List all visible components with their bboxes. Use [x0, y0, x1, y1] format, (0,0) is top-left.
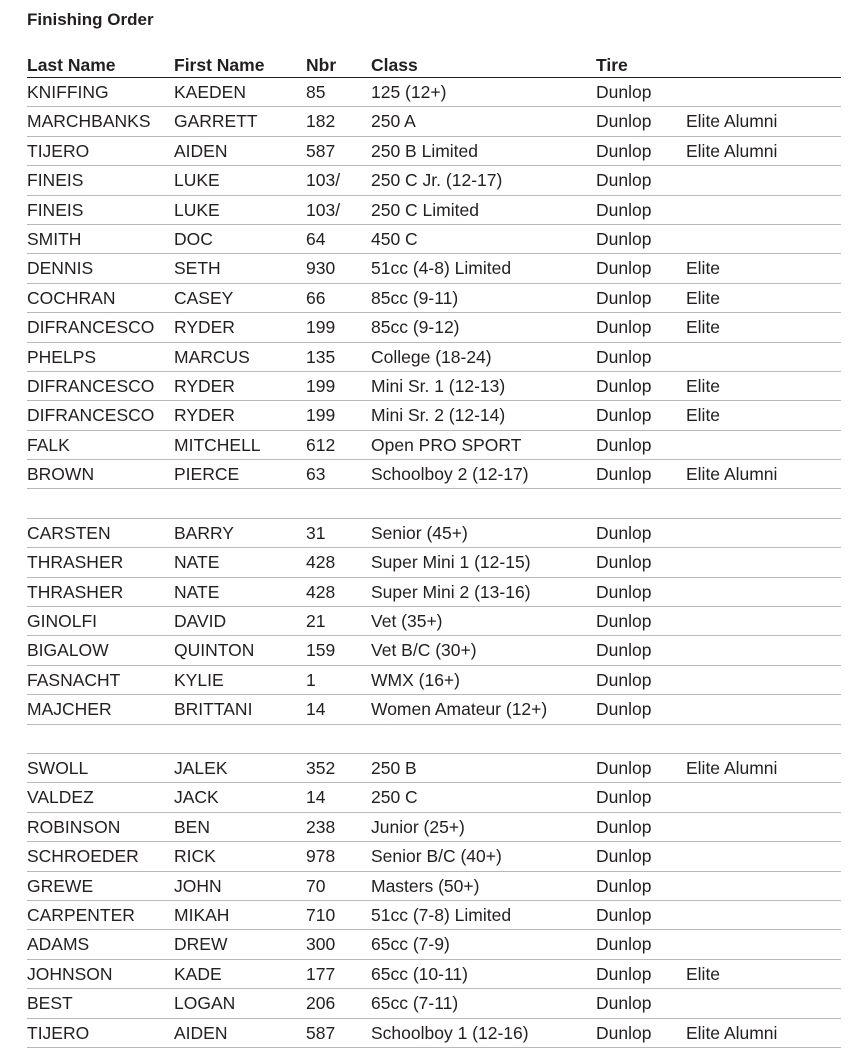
cell-number: 103/ — [306, 170, 341, 191]
cell-first-name: DAVID — [174, 611, 227, 632]
cell-first-name: RYDER — [174, 375, 235, 396]
cell-number: 352 — [306, 757, 336, 778]
cell-last-name: PHELPS — [27, 346, 97, 367]
cell-number: 159 — [306, 640, 336, 661]
cell-number: 64 — [306, 228, 326, 249]
cell-number: 428 — [306, 581, 336, 602]
cell-class: College (18-24) — [371, 346, 492, 367]
cell-tire: Dunlop — [596, 846, 652, 867]
cell-class: Mini Sr. 2 (12-14) — [371, 405, 506, 426]
cell-tire: Dunlop — [596, 875, 652, 896]
cell-first-name: BARRY — [174, 522, 234, 543]
table-row — [27, 695, 841, 724]
cell-tire: Dunlop — [596, 258, 652, 279]
cell-first-name: DREW — [174, 934, 228, 955]
cell-number: 21 — [306, 611, 326, 632]
cell-class: Vet B/C (30+) — [371, 640, 477, 661]
group-separator — [27, 489, 841, 518]
table-row — [27, 989, 841, 1018]
cell-last-name: DIFRANCESCO — [27, 405, 155, 426]
cell-tire: Dunlop — [596, 1022, 652, 1043]
cell-last-name: MARCHBANKS — [27, 111, 151, 132]
cell-tire: Dunlop — [596, 904, 652, 925]
table-row — [27, 401, 841, 430]
cell-first-name: MIKAH — [174, 904, 230, 925]
cell-first-name: SETH — [174, 258, 221, 279]
cell-tire: Dunlop — [596, 111, 652, 132]
cell-last-name: MAJCHER — [27, 699, 112, 720]
cell-first-name: CASEY — [174, 287, 234, 308]
cell-last-name: THRASHER — [27, 581, 124, 602]
table-row — [27, 137, 841, 166]
cell-class: 65cc (7-9) — [371, 934, 450, 955]
cell-tire: Dunlop — [596, 757, 652, 778]
cell-last-name: SWOLL — [27, 757, 89, 778]
cell-tire: Dunlop — [596, 140, 652, 161]
cell-first-name: DOC — [174, 228, 213, 249]
cell-class: 450 C — [371, 228, 418, 249]
cell-note: Elite — [686, 963, 721, 984]
cell-first-name: KYLIE — [174, 669, 224, 690]
cell-class: 250 C — [371, 787, 418, 808]
cell-number: 300 — [306, 934, 336, 955]
cell-note: Elite — [686, 258, 721, 279]
table-header-row — [27, 54, 841, 78]
table-row — [27, 930, 841, 959]
cell-last-name: CARPENTER — [27, 904, 135, 925]
table-row — [27, 636, 841, 665]
cell-last-name: ROBINSON — [27, 816, 121, 837]
cell-number: 103/ — [306, 199, 341, 220]
cell-first-name: NATE — [174, 552, 220, 573]
cell-tire: Dunlop — [596, 375, 652, 396]
cell-class: Mini Sr. 1 (12-13) — [371, 375, 506, 396]
cell-first-name: LUKE — [174, 199, 220, 220]
table-row — [27, 254, 841, 283]
table-row — [27, 783, 841, 812]
cell-note: Elite — [686, 287, 721, 308]
cell-class: Senior B/C (40+) — [371, 846, 502, 867]
cell-note: Elite Alumni — [686, 757, 778, 778]
cell-last-name: BROWN — [27, 464, 95, 485]
cell-number: 428 — [306, 552, 336, 573]
table-row — [27, 842, 841, 871]
table-row — [27, 372, 841, 401]
cell-last-name: GINOLFI — [27, 611, 98, 632]
cell-class: Vet (35+) — [371, 611, 443, 632]
cell-first-name: JACK — [174, 787, 219, 808]
table-row — [27, 960, 841, 989]
cell-class: 65cc (7-11) — [371, 993, 459, 1014]
cell-class: Women Amateur (12+) — [371, 699, 548, 720]
table-row — [27, 166, 841, 195]
table-body — [27, 78, 841, 1048]
cell-class: Super Mini 2 (13-16) — [371, 581, 531, 602]
table-row — [27, 313, 841, 342]
cell-number: 135 — [306, 346, 336, 367]
cell-number: 85 — [306, 82, 326, 102]
cell-first-name: LUKE — [174, 170, 220, 191]
cell-class: 85cc (9-11) — [371, 287, 459, 308]
cell-first-name: JOHN — [174, 875, 222, 896]
table-row — [27, 196, 841, 225]
table-row — [27, 607, 841, 636]
cell-number: 63 — [306, 464, 326, 485]
cell-first-name: BRITTANI — [174, 699, 253, 720]
cell-class: 51cc (7-8) Limited — [371, 904, 512, 925]
header-first-name: First Name — [174, 55, 265, 75]
cell-last-name: FINEIS — [27, 199, 84, 220]
cell-class: 51cc (4-8) Limited — [371, 258, 512, 279]
header-number: Nbr — [306, 55, 337, 75]
finishing-order-table — [27, 54, 841, 1048]
cell-last-name: DIFRANCESCO — [27, 317, 155, 338]
group-separator — [27, 725, 841, 754]
cell-tire: Dunlop — [596, 552, 652, 573]
cell-first-name: NATE — [174, 581, 220, 602]
cell-number: 14 — [306, 699, 326, 720]
cell-tire: Dunlop — [596, 405, 652, 426]
table-row — [27, 343, 841, 372]
cell-tire: Dunlop — [596, 934, 652, 955]
cell-tire: Dunlop — [596, 287, 652, 308]
table-row — [27, 666, 841, 695]
cell-tire: Dunlop — [596, 640, 652, 661]
cell-tire: Dunlop — [596, 434, 652, 455]
cell-first-name: BEN — [174, 816, 210, 837]
table-row — [27, 813, 841, 842]
cell-class: 85cc (9-12) — [371, 317, 460, 338]
table-row — [27, 1019, 841, 1048]
cell-class: 250 B Limited — [371, 140, 479, 161]
cell-last-name: BEST — [27, 993, 73, 1014]
cell-note: Elite Alumni — [686, 111, 778, 132]
cell-first-name: KADE — [174, 963, 222, 984]
cell-tire: Dunlop — [596, 317, 652, 338]
cell-last-name: KNIFFING — [27, 82, 109, 102]
cell-tire: Dunlop — [596, 346, 652, 367]
cell-tire: Dunlop — [596, 963, 652, 984]
cell-note: Elite Alumni — [686, 1022, 778, 1043]
cell-class: Masters (50+) — [371, 875, 480, 896]
cell-number: 199 — [306, 375, 336, 396]
cell-last-name: FASNACHT — [27, 669, 121, 690]
cell-last-name: ADAMS — [27, 934, 90, 955]
cell-number: 978 — [306, 846, 336, 867]
cell-class: WMX (16+) — [371, 669, 460, 690]
cell-class: 65cc (10-11) — [371, 963, 468, 984]
cell-number: 206 — [306, 993, 336, 1014]
cell-first-name: KAEDEN — [174, 82, 246, 102]
cell-tire: Dunlop — [596, 669, 652, 690]
table-row — [27, 431, 841, 460]
cell-first-name: MITCHELL — [174, 434, 261, 455]
cell-class: Open PRO SPORT — [371, 434, 522, 455]
cell-number: 70 — [306, 875, 326, 896]
table-row — [27, 872, 841, 901]
cell-first-name: AIDEN — [174, 1022, 228, 1043]
cell-last-name: CARSTEN — [27, 522, 111, 543]
cell-last-name: DIFRANCESCO — [27, 375, 155, 396]
cell-tire: Dunlop — [596, 581, 652, 602]
cell-number: 177 — [306, 963, 336, 984]
cell-class: Senior (45+) — [371, 522, 468, 543]
cell-number: 587 — [306, 1022, 336, 1043]
table-row — [27, 284, 841, 313]
cell-number: 199 — [306, 405, 336, 426]
table-row — [27, 225, 841, 254]
cell-note: Elite Alumni — [686, 140, 778, 161]
cell-class: Schoolboy 1 (12-16) — [371, 1022, 529, 1043]
cell-number: 66 — [306, 287, 326, 308]
cell-number: 587 — [306, 140, 336, 161]
cell-first-name: AIDEN — [174, 140, 228, 161]
cell-first-name: MARCUS — [174, 346, 250, 367]
table-row — [27, 460, 841, 489]
cell-class: Super Mini 1 (12-15) — [371, 552, 531, 573]
cell-last-name: VALDEZ — [27, 787, 94, 808]
cell-last-name: SMITH — [27, 228, 82, 249]
header-last-name: Last Name — [27, 55, 116, 75]
cell-last-name: SCHROEDER — [27, 846, 139, 867]
cell-note: Elite — [686, 405, 721, 426]
cell-tire: Dunlop — [596, 170, 652, 191]
cell-class: 250 A — [371, 111, 416, 132]
cell-last-name: THRASHER — [27, 552, 124, 573]
cell-class: 125 (12+) — [371, 82, 447, 102]
cell-class: 250 B — [371, 757, 417, 778]
cell-number: 238 — [306, 816, 336, 837]
cell-tire: Dunlop — [596, 522, 652, 543]
cell-first-name: RYDER — [174, 405, 235, 426]
cell-last-name: TIJERO — [27, 1022, 90, 1043]
cell-number: 182 — [306, 111, 336, 132]
cell-tire: Dunlop — [596, 787, 652, 808]
cell-number: 31 — [306, 522, 326, 543]
table-row — [27, 78, 841, 107]
cell-tire: Dunlop — [596, 199, 652, 220]
cell-first-name: LOGAN — [174, 993, 236, 1014]
cell-note: Elite — [686, 317, 721, 338]
cell-last-name: FALK — [27, 434, 70, 455]
cell-tire: Dunlop — [596, 816, 652, 837]
cell-last-name: JOHNSON — [27, 963, 113, 984]
cell-number: 14 — [306, 787, 326, 808]
cell-tire: Dunlop — [596, 464, 652, 485]
cell-number: 710 — [306, 904, 336, 925]
cell-tire: Dunlop — [596, 82, 652, 102]
cell-tire: Dunlop — [596, 228, 652, 249]
cell-last-name: BIGALOW — [27, 640, 109, 661]
cell-last-name: DENNIS — [27, 258, 94, 279]
cell-number: 612 — [306, 434, 336, 455]
cell-last-name: COCHRAN — [27, 287, 116, 308]
cell-number: 1 — [306, 669, 316, 690]
cell-number: 199 — [306, 317, 336, 338]
cell-tire: Dunlop — [596, 611, 652, 632]
cell-first-name: JALEK — [174, 757, 228, 778]
table-row — [27, 578, 841, 607]
page-title: Finishing Order — [27, 10, 154, 29]
cell-tire: Dunlop — [596, 993, 652, 1014]
cell-number: 930 — [306, 258, 336, 279]
cell-class: Schoolboy 2 (12-17) — [371, 464, 529, 485]
table-row — [27, 548, 841, 577]
cell-first-name: PIERCE — [174, 464, 240, 485]
table-row — [27, 901, 841, 930]
table-row — [27, 107, 841, 136]
cell-class: 250 C Jr. (12-17) — [371, 170, 503, 191]
cell-class: 250 C Limited — [371, 199, 479, 220]
cell-first-name: GARRETT — [174, 111, 258, 132]
cell-tire: Dunlop — [596, 699, 652, 720]
header-tire: Tire — [596, 55, 628, 75]
cell-first-name: QUINTON — [174, 640, 255, 661]
cell-first-name: RYDER — [174, 317, 235, 338]
cell-last-name: GREWE — [27, 875, 94, 896]
cell-last-name: TIJERO — [27, 140, 90, 161]
cell-first-name: RICK — [174, 846, 216, 867]
cell-note: Elite Alumni — [686, 464, 778, 485]
table-row — [27, 754, 841, 783]
cell-last-name: FINEIS — [27, 170, 84, 191]
header-class: Class — [371, 55, 418, 75]
cell-class: Junior (25+) — [371, 816, 465, 837]
table-row — [27, 519, 841, 548]
cell-note: Elite — [686, 375, 721, 396]
